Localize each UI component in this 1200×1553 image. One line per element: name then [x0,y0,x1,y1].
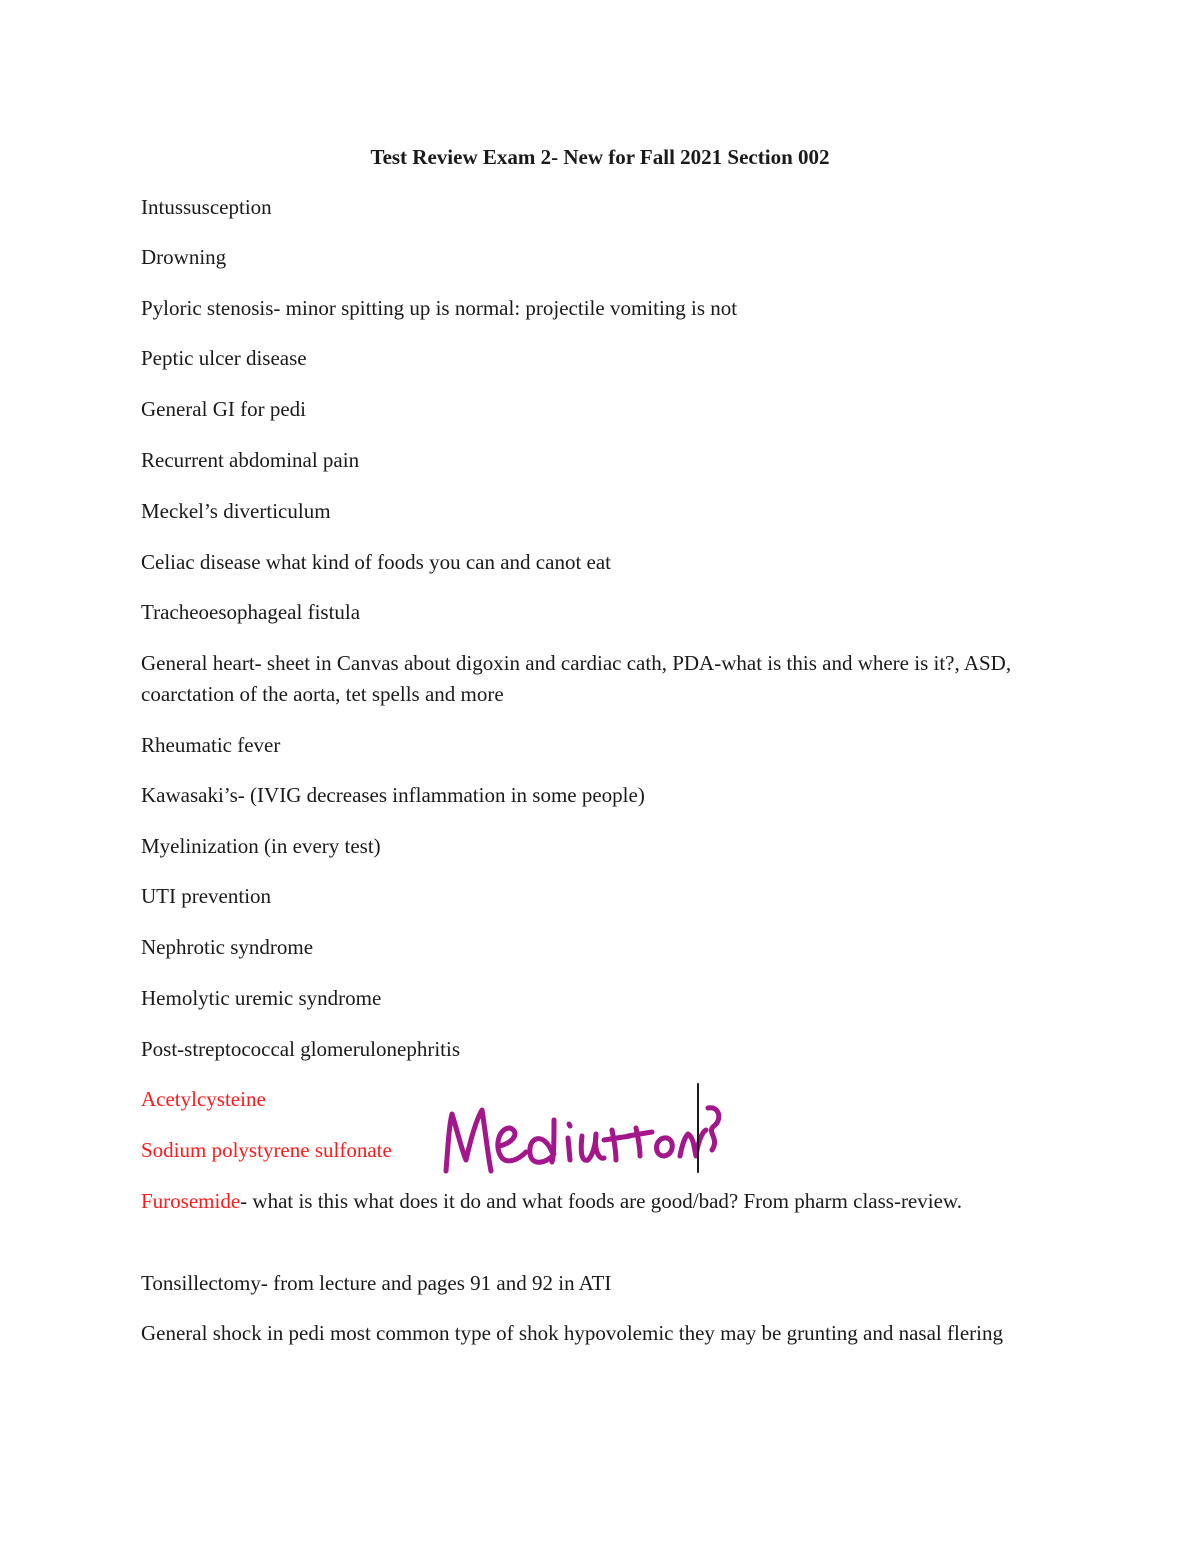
list-item: Celiac disease what kind of foods you can and canot eat [141,550,612,574]
list-item: General heart- sheet in Canvas about digoxin and cardiac cath, PDA-what is this and where is it?, ASD, coarctation of the aorta, tet spells and more [141,651,1012,706]
list-item: Intussusception [141,195,272,219]
list-item: Hemolytic uremic syndrome [141,986,382,1010]
list-item: Meckel’s diverticulum [141,499,331,523]
list-item: Rheumatic fever [141,733,281,757]
list-item: Pyloric stenosis- minor spitting up is normal: projectile vomiting is not [141,296,738,320]
list-item: Drowning [141,245,227,269]
item-note: - what is this what does it do and what foods are good/bad? From pharm class-review. [240,1189,962,1213]
list-item-medication: Sodium polystyrene sulfonate [141,1138,392,1162]
list-item: General shock in pedi most common type of shok hypovolemic they may be grunting and nasal flering [141,1321,1003,1345]
list-item: Kawasaki’s- (IVIG decreases inflammation in some people) [141,783,645,807]
list-item: General GI for pedi [141,397,307,421]
list-item: Post-streptococcal glomerulonephritis [141,1037,461,1061]
list-item-medication: Acetylcysteine [141,1087,266,1111]
list-item: Nephrotic syndrome [141,935,314,959]
medication-name: Furosemide [141,1189,241,1213]
list-item: Tonsillectomy- from lecture and pages 91 and 92 in ATI [141,1271,612,1295]
list-item: Tracheoesophageal fistula [141,600,361,624]
list-item: Myelinization (in every test) [141,834,381,858]
list-item: Recurrent abdominal pain [141,448,360,472]
handwritten-medications-annotation [436,1076,726,1176]
list-item: UTI prevention [141,884,272,908]
list-item: Peptic ulcer disease [141,346,307,370]
list-item-furosemide [141,1186,1081,1217]
document-title: Test Review Exam 2- New for Fall 2021 Section 002 [370,145,830,169]
